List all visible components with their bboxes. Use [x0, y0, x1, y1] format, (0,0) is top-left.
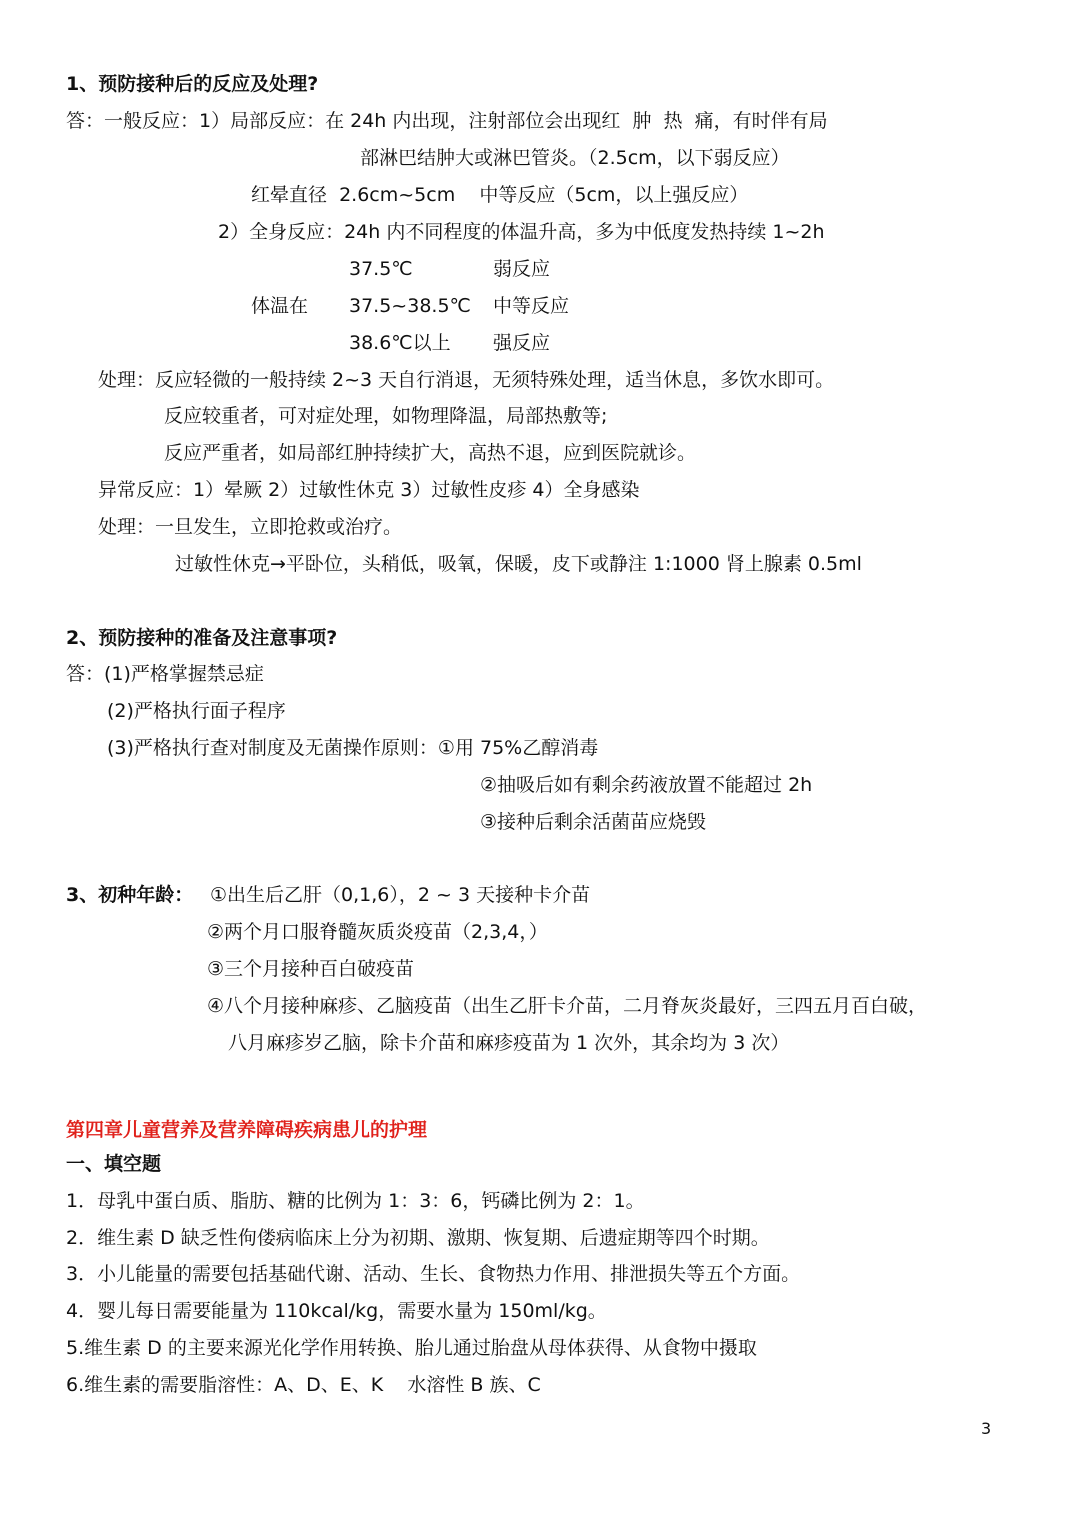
q1-answer-line: 部淋巴结肿大或淋巴管炎。（2.5cm，以下弱反应） — [360, 147, 790, 169]
q3-line: ①出生后乙肝（0,1,6），2 ~ 3 天接种卡介苗 — [210, 884, 591, 906]
page-number: 3 — [981, 1419, 992, 1438]
chapter-title: 第四章儿童营养及营养障碍疾病患儿的护理 — [66, 1119, 428, 1141]
q1-handling-line: 处理：反应轻微的一般持续 2~3 天自行消退，无须特殊处理，适当休息，多饮水即可。 — [98, 369, 835, 391]
q2-answer-line: (2)严格执行面子程序 — [107, 700, 286, 722]
q1-handling-line: 反应严重者，如局部红肿持续扩大，高热不退，应到医院就诊。 — [164, 442, 697, 464]
temp-value: 38.6℃以上 — [349, 332, 451, 354]
temp-value: 37.5~38.5℃ — [349, 295, 471, 317]
q1-handling-line: 反应较重者，可对症处理，如物理降温，局部热敷等; — [164, 405, 608, 427]
q2-answer-line: 答：(1)严格掌握禁忌症 — [66, 663, 264, 685]
q1-abnormal-line: 异常反应：1）晕厥 2）过敏性休克 3）过敏性皮疹 4）全身感染 — [98, 479, 640, 501]
fill-item: 2．维生素 D 缺乏性佝偻病临床上分为初期、激期、恢复期、后遗症期等四个时期。 — [66, 1227, 770, 1249]
q2-answer-line: ③接种后剩余活菌苗应烧毁 — [480, 811, 707, 833]
temp-level: 强反应 — [493, 332, 551, 354]
q1-abnormal-line: 过敏性休克→平卧位，头稍低，吸氧，保暖，皮下或静注 1:1000 肾上腺素 0.5ml — [175, 553, 862, 575]
q3-line: ④八个月接种麻疹、乙脑疫苗（出生乙肝卡介苗，二月脊灰炎最好，三四五月百白破， — [207, 995, 928, 1017]
section-heading: 一、填空题 — [66, 1153, 162, 1175]
q3-line: ③三个月接种百白破疫苗 — [207, 958, 415, 980]
q3-line: 八月麻疹岁乙脑，除卡介苗和麻疹疫苗为 1 次外，其余均为 3 次） — [228, 1032, 790, 1054]
fill-item: 4．婴儿每日需要能量为 110kcal/kg，需要水量为 150ml/kg。 — [66, 1300, 607, 1322]
temp-label: 体温在 — [251, 295, 309, 317]
temp-level: 弱反应 — [493, 258, 551, 280]
temp-value: 37.5℃ — [349, 258, 413, 280]
q1-answer-line: 答：一般反应：1）局部反应：在 24h 内出现，注射部位会出现红 肿 热 痛，有时伴有局 — [66, 110, 828, 132]
q3-title: 3、初种年龄： — [66, 884, 194, 906]
q3-line: ②两个月口服脊髓灰质炎疫苗（2,3,4，） — [207, 921, 548, 943]
fill-item: 1．母乳中蛋白质、脂肪、糖的比例为 1：3：6，钙磷比例为 2：1。 — [66, 1190, 645, 1212]
q2-title: 2、预防接种的准备及注意事项? — [66, 627, 338, 649]
q2-answer-line: ②抽吸后如有剩余药液放置不能超过 2h — [480, 774, 813, 796]
q1-answer-line: 2）全身反应：24h 内不同程度的体温升高，多为中低度发热持续 1~2h — [218, 221, 825, 243]
q1-abnormal-line: 处理：一旦发生，立即抢救或治疗。 — [98, 516, 403, 538]
q2-answer-line: (3)严格执行查对制度及无菌操作原则：①用 75%乙醇消毒 — [107, 737, 599, 759]
q1-answer-line: 红晕直径 2.6cm~5cm 中等反应（5cm，以上强反应） — [251, 184, 749, 206]
fill-item: 3．小儿能量的需要包括基础代谢、活动、生长、食物热力作用、排泄损失等五个方面。 — [66, 1263, 801, 1285]
fill-item: 5.维生素 D 的主要来源光化学作用转换、胎儿通过胎盘从母体获得、从食物中摄取 — [66, 1337, 757, 1359]
fill-item: 6.维生素的需要脂溶性：A、D、E、K 水溶性 B 族、C — [66, 1374, 541, 1396]
q1-title: 1、预防接种后的反应及处理? — [66, 73, 319, 95]
temp-level: 中等反应 — [493, 295, 570, 317]
